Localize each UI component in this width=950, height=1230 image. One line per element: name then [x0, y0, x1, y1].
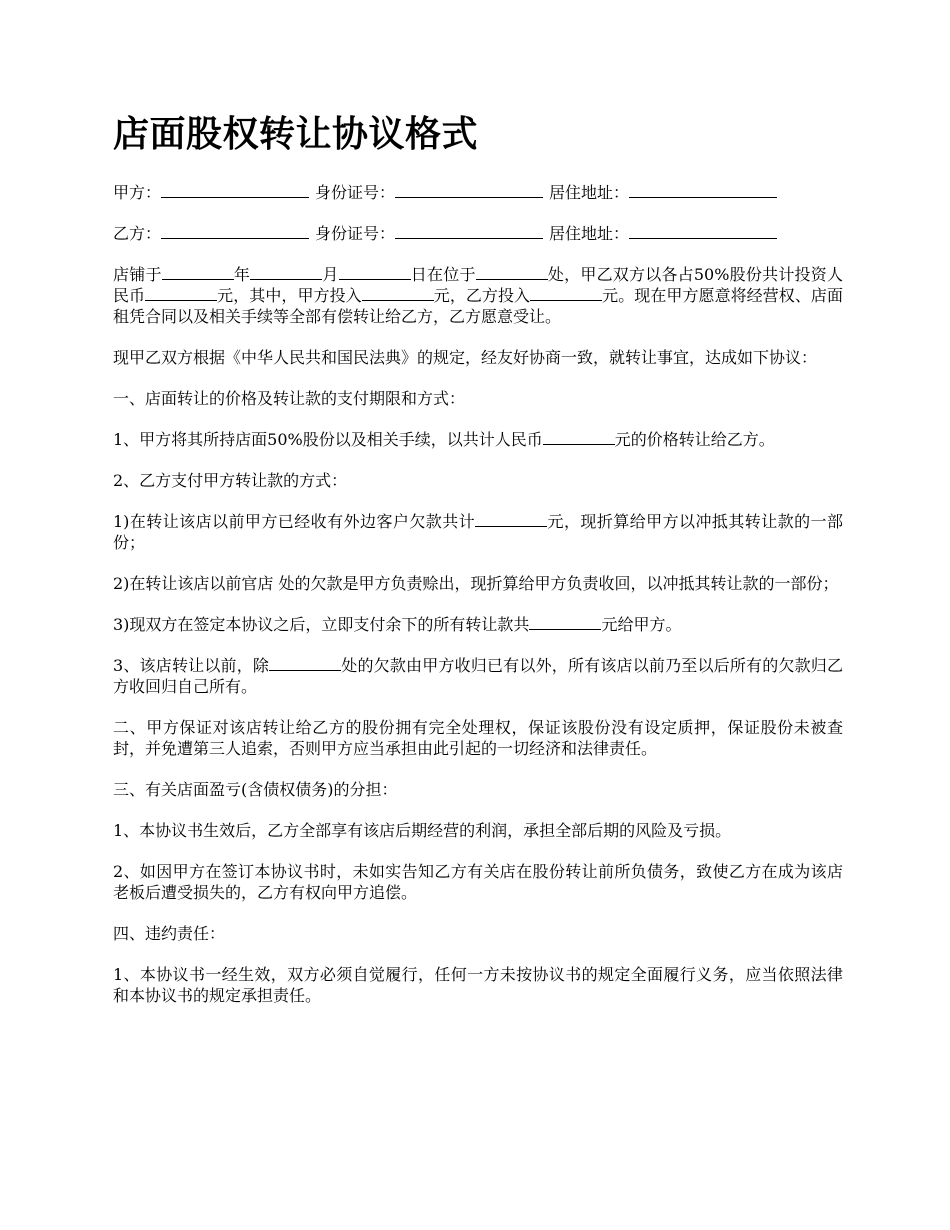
item-text: 元，现折算给甲方以冲抵其转让款的一部份；	[113, 512, 843, 552]
section4-heading: 四、违约责任：	[113, 924, 226, 943]
section1-sub3	[113, 614, 843, 635]
section3-item1: 1、本协议书生效后，乙方全部享有该店后期经营的利润，承担全部后期的风险及亏损。	[113, 821, 732, 840]
section4-item1: 1、本协议书一经生效，双方必须自觉履行，任何一方未按协议书的规定全面履行义务，应当依照法律和本协议书的规定承担责任。	[113, 965, 843, 1005]
section1-sub1	[113, 511, 843, 553]
section1-item1	[113, 429, 843, 450]
party-b-addr-blank	[629, 224, 777, 239]
item-text: 3、该店转让以前，除	[113, 656, 270, 675]
document-title: 店面股权转让协议格式	[113, 114, 479, 155]
item-text: 1、甲方将其所持店面50%股份以及相关手续，以共计人民币	[113, 430, 543, 449]
item-text: 3)现双方在签定本协议之后，立即支付余下的所有转让款共	[113, 615, 530, 634]
blank-field	[145, 286, 217, 301]
section2-paragraph: 二、甲方保证对该店转让给乙方的股份拥有完全处理权，保证该股份没有设定质押，保证股份未被查封，并免遭第三人追索，否则甲方应当承担由此引起的一切经济和法律责任。	[113, 718, 843, 758]
intro-paragraph	[113, 264, 843, 327]
document-page	[113, 110, 843, 1026]
blank-field	[475, 512, 547, 527]
party-b-label: 乙方：	[113, 224, 162, 243]
blank-field	[269, 656, 341, 671]
item-text: 元的价格转让给乙方。	[614, 430, 775, 449]
blank-field	[250, 265, 322, 280]
intro-text: 元，其中，甲方投入	[217, 286, 362, 305]
item-text: 元给甲方。	[601, 615, 682, 634]
party-b-id-label: 身份证号：	[315, 224, 396, 243]
party-a-name-blank	[161, 183, 309, 198]
section1-item3	[113, 655, 843, 697]
blank-field	[543, 430, 615, 445]
party-a-id-blank	[395, 183, 543, 198]
item-text: 处的欠款由甲方收归已有以外，所有该店以前乃至以后所有的欠款归乙方收回归自己所有。	[113, 656, 843, 696]
blank-field	[362, 286, 434, 301]
section1-heading: 一、店面转让的价格及转让款的支付期限和方式：	[113, 389, 466, 408]
party-a-addr-label: 居住地址：	[549, 183, 630, 202]
blank-field	[529, 615, 601, 630]
section3-heading: 三、有关店面盈亏(含债权债务)的分担：	[113, 780, 398, 799]
blank-field	[530, 286, 602, 301]
party-b-addr-label: 居住地址：	[549, 224, 630, 243]
item-text: 1)在转让该店以前甲方已经收有外边客户欠款共计	[113, 512, 476, 531]
party-b-id-blank	[395, 224, 543, 239]
intro-text: 店铺于	[113, 265, 162, 284]
section3-item2: 2、如因甲方在签订本协议书时，未如实告知乙方有关店在股份转让前所负债务，致使乙方在成为该店老板后遭受损失的，乙方有权向甲方追偿。	[113, 862, 843, 902]
intro-text: 日在位于	[410, 265, 476, 284]
intro-text: 月	[322, 265, 339, 284]
section1-sub2: 2)在转让该店以前官店 处的欠款是甲方负责赊出，现折算给甲方负责收回，以冲抵其转让款的一部份；	[113, 574, 839, 593]
party-a-label: 甲方：	[113, 183, 162, 202]
intro-text: 年	[233, 265, 251, 284]
preamble-paragraph: 现甲乙双方根据《中华人民共和国民法典》的规定，经友好协商一致，就转让事宜，达成如下协议：	[113, 348, 818, 367]
party-b-name-blank	[161, 224, 309, 239]
party-b-line	[113, 223, 843, 244]
blank-field	[476, 265, 548, 280]
party-a-line	[113, 182, 843, 203]
intro-text: 元。现在甲方愿意将经营权、店面租凭合同以及相关手续等全部有偿转让给乙方，乙方愿意受让。	[113, 286, 843, 326]
party-a-id-label: 身份证号：	[315, 183, 396, 202]
party-a-addr-blank	[629, 183, 777, 198]
intro-text: 处，甲乙双方以各占50%股份共计投资人民币	[113, 265, 843, 305]
blank-field	[162, 265, 234, 280]
section1-item2: 2、乙方支付甲方转让款的方式：	[113, 471, 348, 490]
intro-text: 元，乙方投入	[433, 286, 531, 305]
blank-field	[339, 265, 411, 280]
